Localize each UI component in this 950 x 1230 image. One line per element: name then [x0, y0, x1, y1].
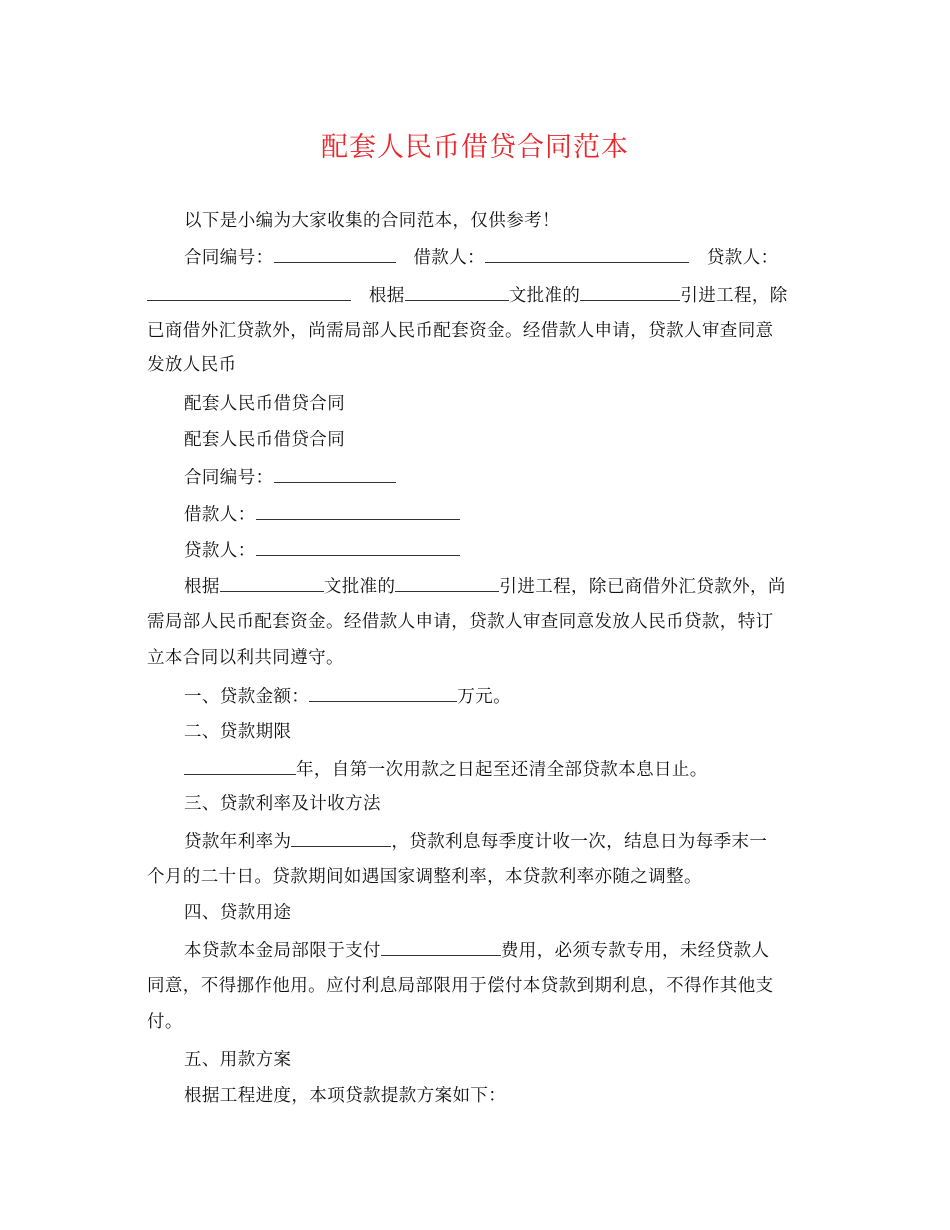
paragraph-text: ，贷款利息每季度计收一次，结息日为每季末一	[391, 832, 768, 852]
field-label: 贷款人：	[184, 541, 256, 561]
section-heading: 配套人民币借贷合同	[184, 430, 346, 450]
blank-line	[485, 244, 689, 263]
approved-text: 文批准的	[323, 577, 396, 597]
document-title: 配套人民币借贷合同范本	[321, 132, 629, 163]
basis-text: 根据	[368, 286, 405, 306]
unit-text: 万元。	[457, 687, 512, 707]
paragraph-line	[184, 756, 844, 783]
blank-line	[184, 756, 296, 775]
paragraph-line: 根据工程进度，本项贷款提款方案如下：	[184, 1086, 507, 1106]
contract-no-field	[184, 464, 844, 491]
paragraph-line	[147, 282, 807, 309]
blank-line	[274, 464, 396, 483]
approved-text: 文批准的	[508, 286, 581, 306]
section-heading: 配套人民币借贷合同	[184, 394, 346, 414]
paragraph-line: 发放人民币	[147, 355, 237, 375]
blank-line	[274, 244, 396, 263]
paragraph-line: 个月的二十日。贷款期间如遇国家调整利率，本贷款利率亦随之调整。	[147, 867, 702, 887]
paragraph-line	[184, 573, 844, 600]
blank-line	[395, 573, 499, 592]
paragraph-line	[184, 828, 844, 855]
contract-no-label: 合同编号：	[184, 248, 274, 268]
section-heading: 三、贷款利率及计收方法	[184, 794, 381, 814]
paragraph-line: 付。	[147, 1012, 183, 1032]
paragraph-line: 立本合同以利共同遵守。	[147, 648, 344, 668]
field-label: 借款人：	[184, 505, 256, 525]
paragraph-line	[184, 244, 807, 271]
section-heading: 五、用款方案	[184, 1050, 292, 1070]
blank-line	[220, 573, 324, 592]
borrower-field	[184, 501, 844, 528]
project-text: 引进工程，除	[680, 286, 788, 306]
intro-text: 以下是小编为大家收集的合同范本，仅供参考！	[184, 211, 560, 231]
lender-label: 贷款人：	[706, 248, 779, 268]
blank-line	[309, 683, 457, 702]
blank-line	[405, 282, 509, 301]
paragraph-text: 年，自第一次用款之日起至还清全部贷款本息日止。	[296, 760, 708, 780]
paragraph-line: 同意，不得挪作他用。应付利息局部限用于偿付本贷款到期利息，不得作其他支	[147, 976, 774, 996]
paragraph-line: 需局部人民币配套资金。经借款人申请，贷款人审查同意发放人民币贷款，特订	[147, 612, 774, 632]
borrower-label: 借款人：	[413, 248, 485, 268]
blank-line	[147, 282, 351, 301]
lender-field	[184, 537, 844, 564]
section-heading: 四、贷款用途	[184, 903, 292, 923]
field-label: 合同编号：	[184, 468, 274, 488]
blank-line	[256, 501, 460, 520]
section-heading: 二、贷款期限	[184, 722, 292, 742]
basis-text: 根据	[184, 577, 220, 597]
blank-line	[381, 937, 501, 956]
blank-line	[580, 282, 680, 301]
paragraph-line	[184, 937, 844, 964]
section-heading: 一、贷款金额：	[184, 687, 310, 707]
paragraph-text: 引进工程，除已商借外汇贷款外，尚	[499, 577, 786, 597]
paragraph-text: 本贷款本金局部限于支付	[184, 941, 381, 961]
paragraph-text: 贷款年利率为	[184, 832, 292, 852]
blank-line	[291, 828, 391, 847]
section-1-amount	[184, 683, 844, 710]
paragraph-line: 已商借外汇贷款外，尚需局部人民币配套资金。经借款人申请，贷款人审查同意	[147, 321, 774, 341]
paragraph-text: 费用，必须专款专用，未经贷款人	[500, 941, 770, 961]
blank-line	[256, 537, 460, 556]
